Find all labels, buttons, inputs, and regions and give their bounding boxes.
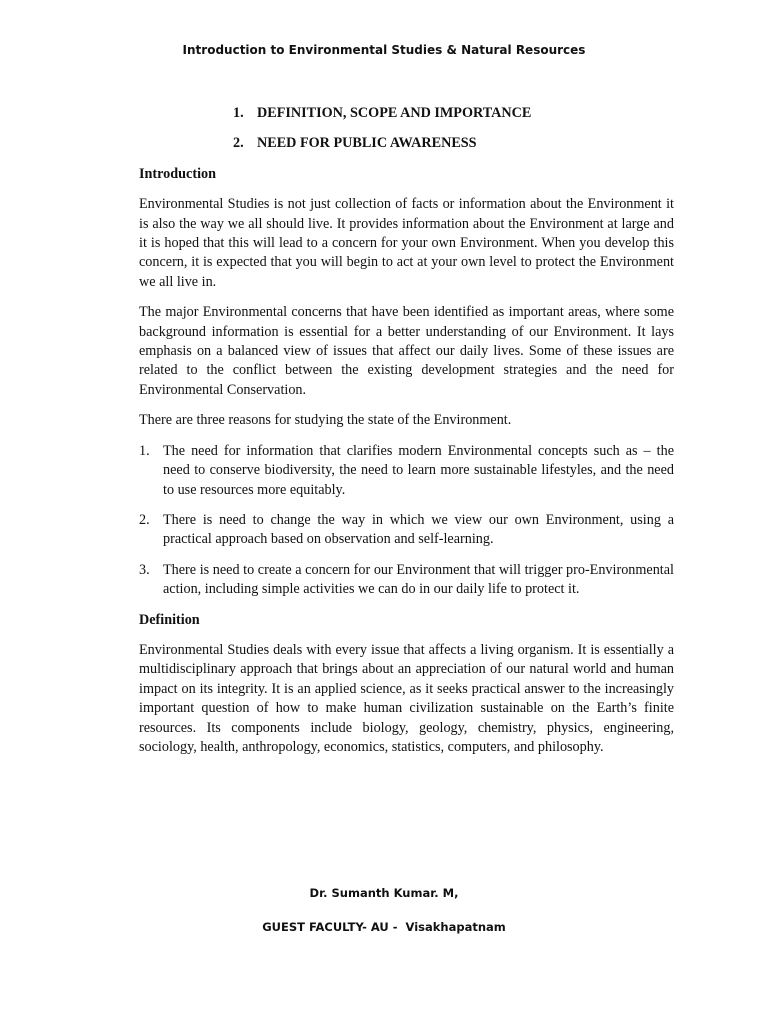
reasons-list	[139, 442, 674, 600]
reason-item	[139, 442, 674, 500]
reason-item	[139, 511, 674, 550]
chapter-title-item	[233, 104, 674, 123]
chapter-title-item	[233, 134, 674, 153]
author-affiliation: GUEST FACULTY- AU - Visakhapatnam	[262, 920, 506, 934]
chapter-title-text: DEFINITION, SCOPE AND IMPORTANCE	[257, 105, 532, 121]
chapter-title-number: 1.	[233, 105, 244, 121]
introduction-heading: Introduction	[139, 165, 216, 182]
introduction-paragraph: Environmental Studies is not just collection of facts or information about the Environment it is also the way we all should live. It provides information about the Environment at large and it is hoped that this will lead to a concern for your own Environment. When you develop this concern, it is expected that you will begin to act at your own level to protect the Environment we all live in.	[139, 196, 674, 290]
reason-number: 1.	[139, 442, 150, 459]
reason-text: The need for information that clarifies modern Environmental concepts such as – the need to conserve biodiversity, the need to learn more sustainable lifestyles, and the need to use resources more equitably.	[163, 442, 674, 498]
chapter-title-text: NEED FOR PUBLIC AWARENESS	[257, 135, 477, 152]
running-header: Introduction to Environmental Studies & Natural Resources	[182, 43, 586, 57]
reason-number: 2.	[139, 511, 150, 528]
reason-text: There is need to change the way in which we view our own Environment, using a practical approach based on observation and self-learning.	[163, 511, 674, 548]
author-name: Dr. Sumanth Kumar. M,	[309, 886, 459, 900]
chapter-title-number: 2.	[233, 135, 244, 152]
reason-text: There is need to create a concern for our Environment that will trigger pro-Environmental action, including simple activities we can do in our daily life to protect it.	[163, 561, 674, 598]
definition-paragraph: Environmental Studies deals with every issue that affects a living organism. It is essentially a multidisciplinary approach that brings about an appreciation of our natural world and human impact on its integrity. It is an applied science, as it seeks practical answer to the increasingly important question of how to make human civilization sustainable on the Earth’s finite resources. Its components include biology, geology, chemistry, physics, engineering, sociology, health, anthropology, economics, statistics, computers, and philosophy.	[139, 641, 674, 755]
definition-heading: Definition	[139, 611, 200, 628]
main-content	[139, 104, 674, 768]
reason-number: 3.	[139, 561, 150, 578]
chapter-titles	[139, 104, 674, 154]
reason-item	[139, 561, 674, 600]
reasons-intro: There are three reasons for studying the state of the Environment.	[139, 412, 512, 429]
introduction-paragraph: The major Environmental concerns that have been identified as important areas, where some background information is essential for a better understanding of our Environment. It lays emphasis on a balanced view of issues that affect our daily lives. Some of these issues are related to the conflict between the existing development strategies and the need for Environmental Conservation.	[139, 304, 674, 398]
